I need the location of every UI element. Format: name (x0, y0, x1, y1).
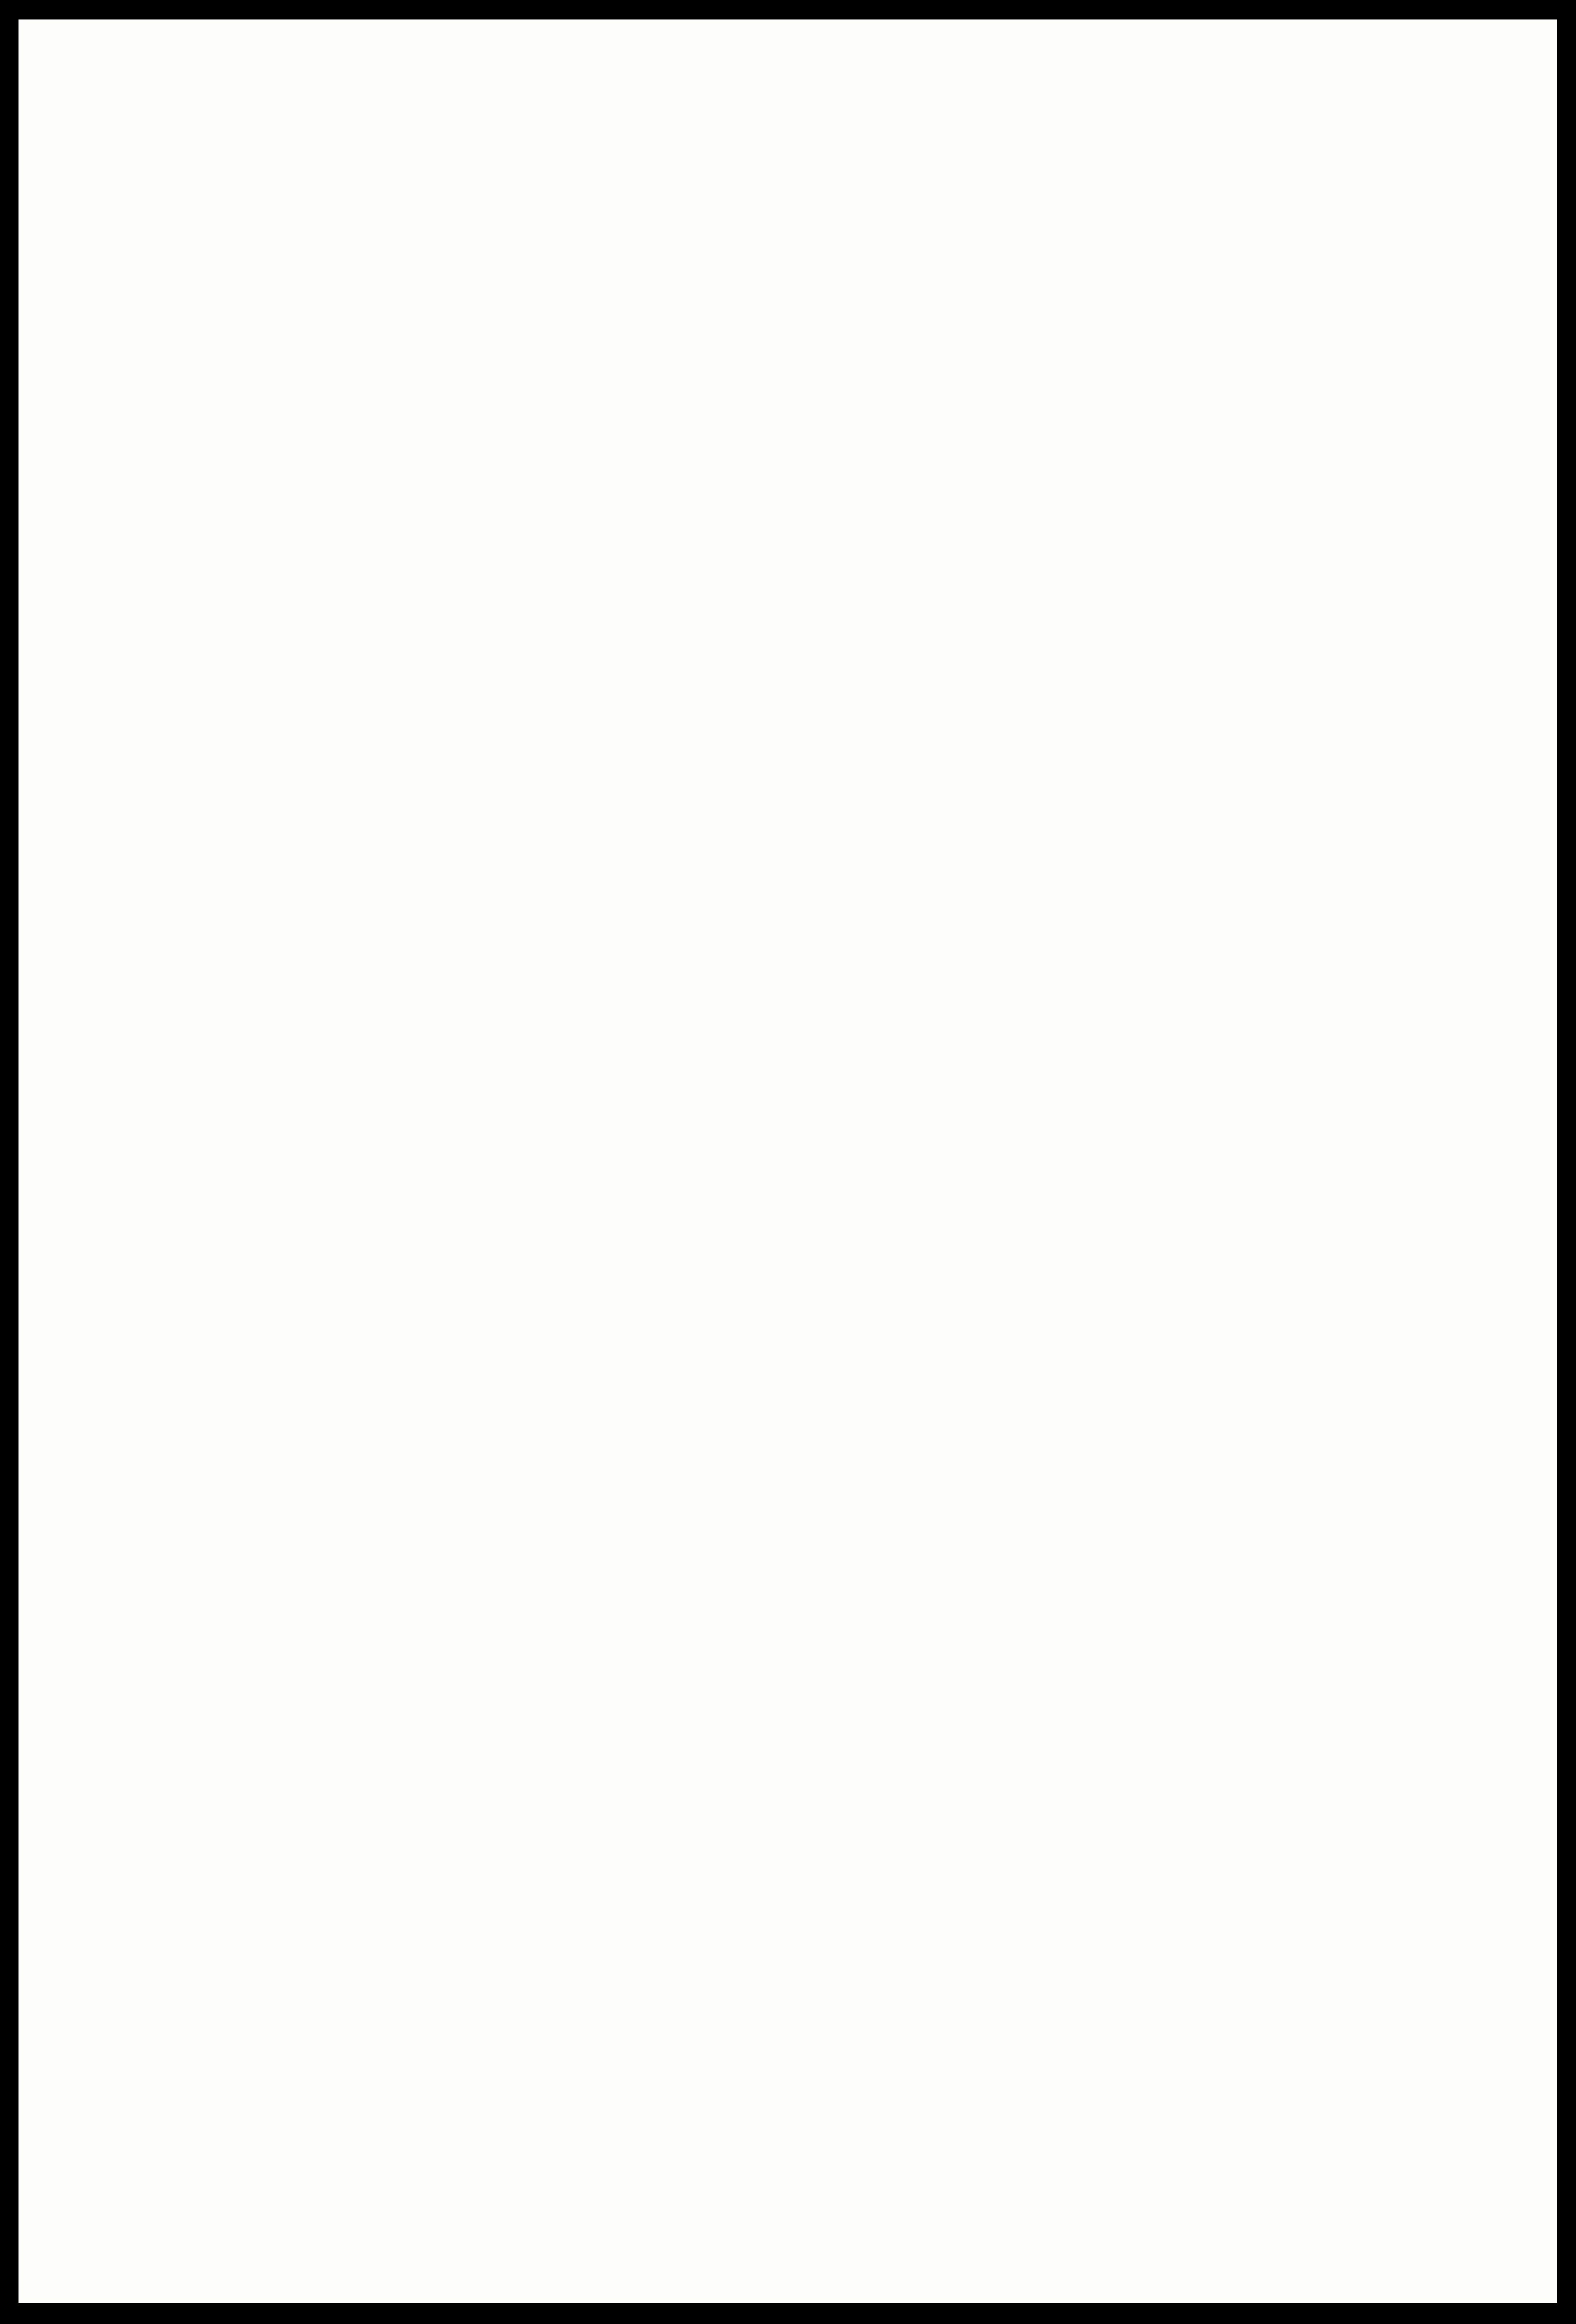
document-page (19, 19, 1557, 2303)
